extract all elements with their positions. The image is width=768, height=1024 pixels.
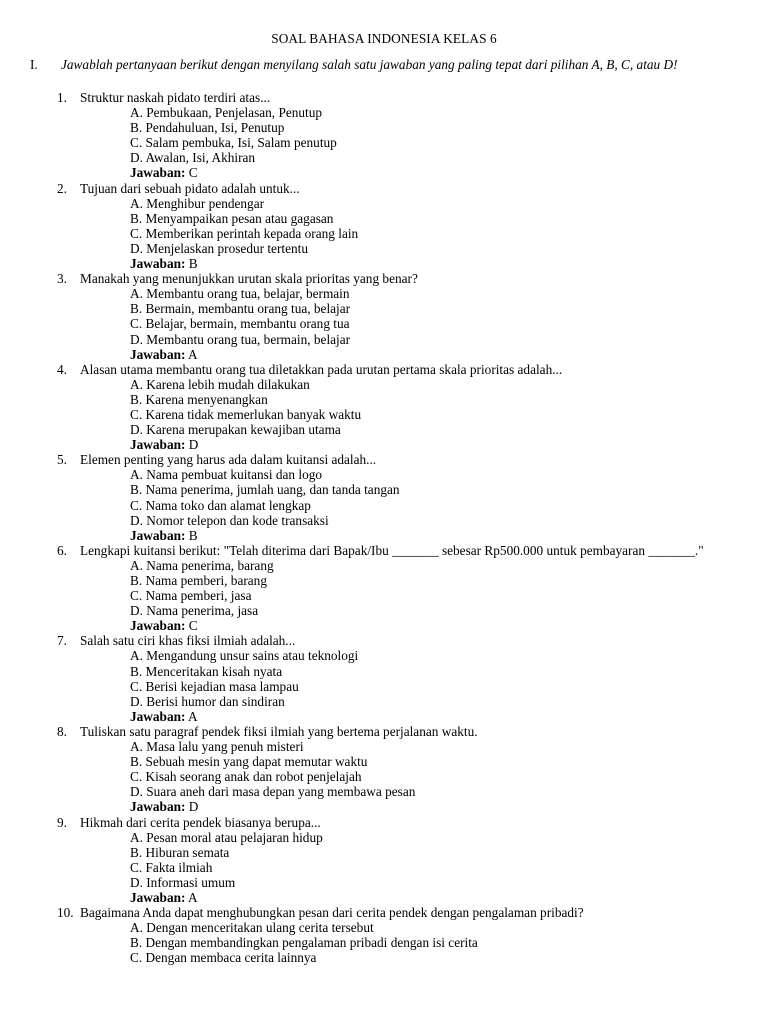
answer-option: C. Belajar, bermain, membantu orang tua xyxy=(130,316,350,332)
answer-option: D. Membantu orang tua, bermain, belajar xyxy=(130,331,351,347)
question-text: Salah satu ciri khas fiksi ilmiah adalah... xyxy=(80,633,296,649)
section-instruction xyxy=(30,57,730,72)
section-number: I. xyxy=(30,57,38,72)
answer-option: A. Masa lalu yang penuh misteri xyxy=(130,739,304,755)
answer-key xyxy=(130,890,768,905)
question-number: 5. xyxy=(57,452,67,468)
question-number: 2. xyxy=(57,180,67,196)
answer-option: A. Membantu orang tua, belajar, bermain xyxy=(130,286,350,302)
question-text: Bagaimana Anda dapat menghubungkan pesan dari cerita pendek dengan pengalaman pribadi? xyxy=(80,905,584,921)
question-text: Tujuan dari sebuah pidato adalah untuk... xyxy=(80,180,300,196)
question-text: Hikmah dari cerita pendek biasanya berupa... xyxy=(80,814,321,830)
question-number: 6. xyxy=(57,542,67,558)
answer-option: B. Hiburan semata xyxy=(130,844,230,860)
question-number: 4. xyxy=(57,361,67,377)
question-text: Struktur naskah pidato terdiri atas... xyxy=(80,90,271,105)
answer-key xyxy=(130,709,768,724)
answer-option: A. Dengan menceritakan ulang cerita tersebut xyxy=(130,920,374,936)
answer-option: D. Informasi umum xyxy=(130,874,236,890)
answer-key xyxy=(130,256,768,271)
question-number: 9. xyxy=(57,814,67,830)
answer-option: B. Menceritakan kisah nyata xyxy=(130,663,283,679)
answer-option: A. Nama pembuat kuitansi dan logo xyxy=(130,467,323,483)
answer-option: C. Memberikan perintah kepada orang lain xyxy=(130,225,359,241)
answer-option: D. Nomor telepon dan kode transaksi xyxy=(130,512,329,528)
answer-label: Jawaban: xyxy=(130,799,186,815)
question-item xyxy=(0,271,768,362)
answer-label: Jawaban: xyxy=(130,708,186,724)
answer-option: A. Mengandung unsur sains atau teknologi xyxy=(130,648,359,664)
question-text: Manakah yang menunjukkan urutan skala prioritas yang benar? xyxy=(80,271,418,287)
answer-value: B xyxy=(185,527,198,543)
answer-option: D. Menjelaskan prosedur tertentu xyxy=(130,240,308,256)
answer-key xyxy=(130,618,768,633)
answer-option: B. Bermain, membantu orang tua, belajar xyxy=(130,301,351,317)
answer-label: Jawaban: xyxy=(130,527,186,543)
answer-option: B. Pendahuluan, Isi, Penutup xyxy=(130,120,285,136)
answer-option: B. Dengan membandingkan pengalaman pribadi dengan isi cerita xyxy=(130,935,478,951)
answer-option: D. Karena merupakan kewajiban utama xyxy=(130,422,341,438)
answer-option: B. Menyampaikan pesan atau gagasan xyxy=(130,210,334,226)
answer-option: A. Menghibur pendengar xyxy=(130,195,265,211)
answer-key xyxy=(130,437,768,452)
answer-option: C. Karena tidak memerlukan banyak waktu xyxy=(130,406,362,422)
answer-value: C xyxy=(185,618,198,634)
answer-option: C. Fakta ilmiah xyxy=(130,859,213,875)
answer-key xyxy=(130,165,768,180)
answer-label: Jawaban: xyxy=(130,346,186,362)
answer-value: A xyxy=(185,889,198,905)
question-item xyxy=(0,90,768,181)
question-number: 10. xyxy=(57,905,74,921)
answer-value: B xyxy=(185,256,198,272)
question-item xyxy=(0,905,768,965)
question-item xyxy=(0,815,768,906)
answer-option: A. Karena lebih mudah dilakukan xyxy=(130,376,310,392)
answer-value: A xyxy=(185,346,198,362)
answer-label: Jawaban: xyxy=(130,256,186,272)
answer-option: B. Nama penerima, jumlah uang, dan tanda tangan xyxy=(130,482,400,498)
question-number: 3. xyxy=(57,271,67,287)
document-title: SOAL BAHASA INDONESIA KELAS 6 xyxy=(271,31,497,46)
answer-option: C. Nama toko dan alamat lengkap xyxy=(130,497,311,513)
answer-option: B. Karena menyenangkan xyxy=(130,391,268,407)
answer-option: D. Berisi humor dan sindiran xyxy=(130,693,285,709)
question-text: Elemen penting yang harus ada dalam kuitansi adalah... xyxy=(80,452,377,468)
answer-option: D. Awalan, Isi, Akhiran xyxy=(130,150,256,166)
answer-key xyxy=(130,347,768,362)
answer-value: D xyxy=(185,799,199,815)
question-text: Tuliskan satu paragraf pendek fiksi ilmiah yang bertema perjalanan waktu. xyxy=(80,723,478,739)
answer-option: C. Salam pembuka, Isi, Salam penutup xyxy=(130,135,337,151)
question-item xyxy=(0,633,768,724)
question-item xyxy=(0,181,768,272)
answer-key xyxy=(130,799,768,814)
answer-option: C. Berisi kejadian masa lampau xyxy=(130,678,299,694)
answer-label: Jawaban: xyxy=(130,437,186,453)
answer-key xyxy=(130,528,768,543)
answer-option: C. Kisah seorang anak dan robot penjelajah xyxy=(130,769,362,785)
question-item xyxy=(0,452,768,543)
answer-option: A. Pesan moral atau pelajaran hidup xyxy=(130,829,323,845)
answer-value: C xyxy=(185,165,198,181)
instruction-text: Jawablah pertanyaan berikut dengan menyilang salah satu jawaban yang paling tepat dari pilihan A, B, C, atau D! xyxy=(61,57,678,72)
answer-value: D xyxy=(185,437,199,453)
answer-label: Jawaban: xyxy=(130,618,186,634)
question-item xyxy=(0,724,768,815)
answer-label: Jawaban: xyxy=(130,165,186,181)
answer-option: C. Dengan membaca cerita lainnya xyxy=(130,950,317,966)
question-item xyxy=(0,543,768,634)
question-number: 7. xyxy=(57,633,67,649)
question-item xyxy=(0,362,768,453)
question-text: Alasan utama membantu orang tua diletakkan pada urutan pertama skala prioritas adalah... xyxy=(80,361,563,377)
answer-option: C. Nama pemberi, jasa xyxy=(130,588,252,604)
question-number: 1. xyxy=(57,90,67,105)
question-list xyxy=(0,90,768,965)
answer-option: A. Pembukaan, Penjelasan, Penutup xyxy=(130,105,323,121)
answer-option: B. Nama pemberi, barang xyxy=(130,573,267,588)
answer-option: D. Nama penerima, jasa xyxy=(130,603,259,619)
answer-value: A xyxy=(185,708,198,724)
answer-option: D. Suara aneh dari masa depan yang membawa pesan xyxy=(130,784,416,800)
question-text: Lengkapi kuitansi berikut: "Telah diterima dari Bapak/Ibu _______ sebesar Rp500.000 untuk pembayaran _______." xyxy=(80,542,704,558)
answer-label: Jawaban: xyxy=(130,889,186,905)
answer-option: B. Sebuah mesin yang dapat memutar waktu xyxy=(130,754,368,770)
answer-option: A. Nama penerima, barang xyxy=(130,557,274,573)
question-number: 8. xyxy=(57,723,67,739)
